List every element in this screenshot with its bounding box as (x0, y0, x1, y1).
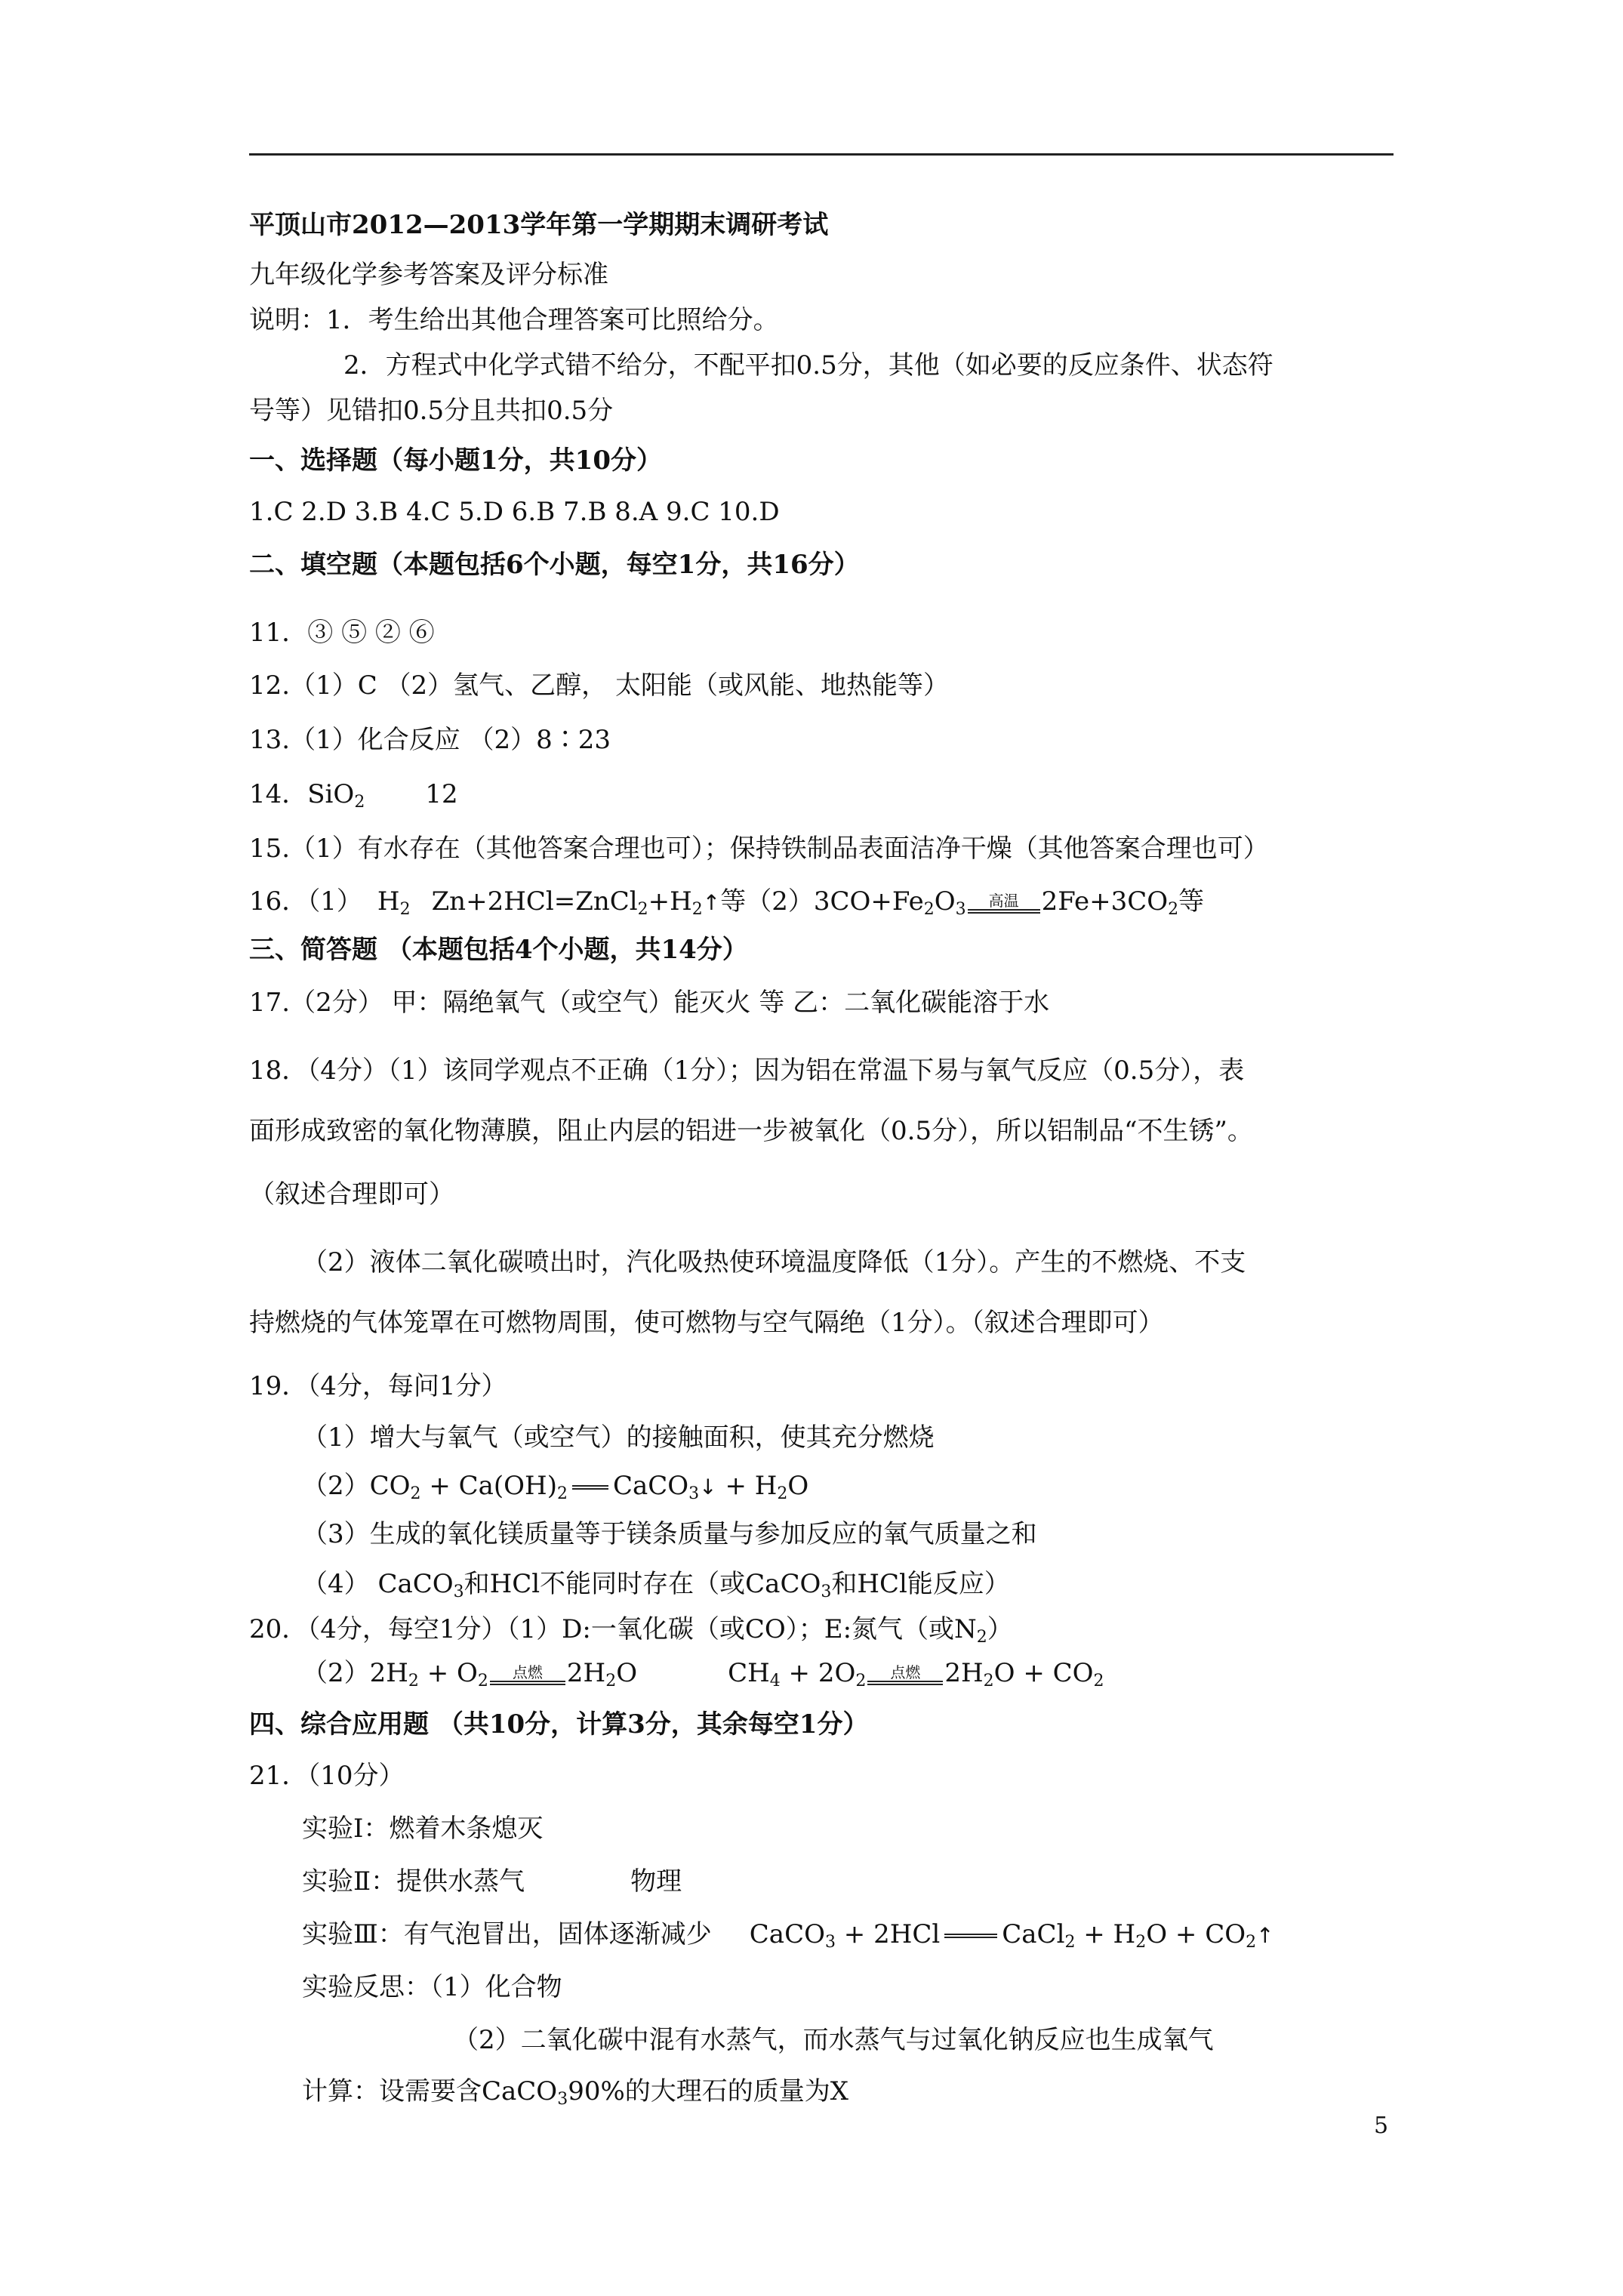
exp3: 实验Ⅲ：有气泡冒出，固体逐渐减少 CaCO$_3$ + 2HCl CaCl$_2$ + $H_2O$ + $CO_2↑$ (302, 1919, 1274, 1952)
up-arrow-icon: ↑ (702, 890, 721, 915)
q19-p3: （3）生成的氧化镁质量等于镁条质量与参加反应的氧气质量之和 (302, 1519, 1037, 1549)
note-1 (249, 304, 779, 337)
note-2b: 号等）见错扣0.5分且共扣0.5分 (249, 396, 614, 426)
q18-line5: 持燃烧的气体笼罩在可燃物周围，使可燃物与空气隔绝（1分）。（叙述合理即可） (249, 1308, 1164, 1338)
note-label: 说明： (249, 305, 326, 335)
q20-line1: 20．（4分，每空1分）（1）D:一氧化碳（或CO）；E:氮气（或$N_2$） (249, 1614, 1013, 1647)
q14: 14．SiO$_2$ 12 (249, 779, 458, 812)
reflection-1: 实验反思：（1）化合物 (302, 1972, 562, 2002)
condition-high-temp: 高温 (968, 892, 1040, 914)
q11: 11．③ ⑤ ② ⑥ (249, 618, 435, 648)
q15: 15.（1）有水存在（其他答案合理也可）；保持铁制品表面洁净干燥（其他答案合理也可） (249, 834, 1269, 864)
q19-p4: （4） CaCO$_3$和HCl不能同时存在（或CaCO$_3$和HCl能反应） (302, 1569, 1010, 1601)
doc-title: 平顶山市2012—2013学年第一学期期末调研考试 (249, 210, 829, 240)
condition-ignite: 点燃 (490, 1664, 565, 1685)
exp1: 实验Ⅰ：燃着木条熄灭 (302, 1814, 544, 1844)
section3-title: 三、简答题 （本题包括4个小题，共14分） (249, 935, 748, 965)
q18-line3: （叙述合理即可） (249, 1179, 454, 1210)
q18-line1: 18．（4分）（1）该同学观点不正确（1分）；因为铝在常温下易与氧气反应（0.5分），表 (249, 1056, 1245, 1086)
q18-line4: （2）液体二氧化碳喷出时，汽化吸热使环境温度降低（1分）。产生的不燃烧、不支 (302, 1247, 1246, 1277)
q19-p1: （1）增大与氧气（或空气）的接触面积，使其充分燃烧 (302, 1422, 935, 1453)
doc-subtitle: 九年级化学参考答案及评分标准 (249, 260, 608, 290)
q16: 16．（1） $H_2$ $Zn+2HCl=ZnCl_2+H_2↑$等$(2)3CO+Fe_2O_3$ 高温 $2Fe+3CO_2$等 (249, 886, 1205, 919)
reflection-2: （2）二氧化碳中混有水蒸气，而水蒸气与过氧化钠反应也生成氧气 (453, 2025, 1214, 2055)
q13: 13.（1）化合反应 （2）8∶23 (249, 725, 611, 755)
q19-title: 19．（4分，每问1分） (249, 1371, 507, 1401)
header-rule (249, 153, 1394, 156)
note-1-text: 1．考生给出其他合理答案可比照给分。 (326, 305, 779, 335)
condition-ignite-2: 点燃 (867, 1664, 943, 1685)
page-number: 5 (1374, 2113, 1389, 2139)
section2-title: 二、填空题（本题包括6个小题，每空1分，共16分） (249, 550, 860, 580)
q20-line2: $(2)2H_2 + O_2$ 点燃 $2H_2O$ $CH_4 + 2O_2$ 点燃 $2H_2O + CO_2$ (302, 1658, 1104, 1690)
up-arrow-icon: ↑ (1256, 1923, 1274, 1948)
q21: 21．（10分） (249, 1761, 405, 1791)
q18-line2: 面形成致密的氧化物薄膜，阻止内层的铝进一步被氧化（0.5分），所以铝制品“不生锈”。 (249, 1116, 1253, 1146)
q17: 17.（2分） 甲：隔绝氧气（或空气）能灭火 等 乙：二氧化碳能溶于水 (249, 988, 1050, 1018)
calculation: 计算：设需要含CaCO$_3$90%的大理石的质量为X (302, 2076, 848, 2109)
section4-title: 四、综合应用题 （共10分，计算3分，其余每空1分） (249, 1709, 869, 1740)
q19-p2: $(2)CO_2 + Ca(OH)_2$ CaCO$_3$↓ + $H_2O$ (302, 1471, 809, 1503)
note-2a: 2．方程式中化学式错不给分，不配平扣0.5分，其他（如必要的反应条件、状态符 (343, 350, 1273, 381)
section1-title: 一、选择题（每小题1分，共10分） (249, 445, 662, 476)
section1-answers: 1.C 2.D 3.B 4.C 5.D 6.B 7.B 8.A 9.C 10.D (249, 497, 780, 527)
q12: 12.（1）C （2）氢气、乙醇， 太阳能（或风能、地热能等） (249, 670, 949, 701)
down-arrow-icon: ↓ (699, 1475, 717, 1499)
exp2: 实验Ⅱ：提供水蒸气 物理 (302, 1866, 682, 1897)
